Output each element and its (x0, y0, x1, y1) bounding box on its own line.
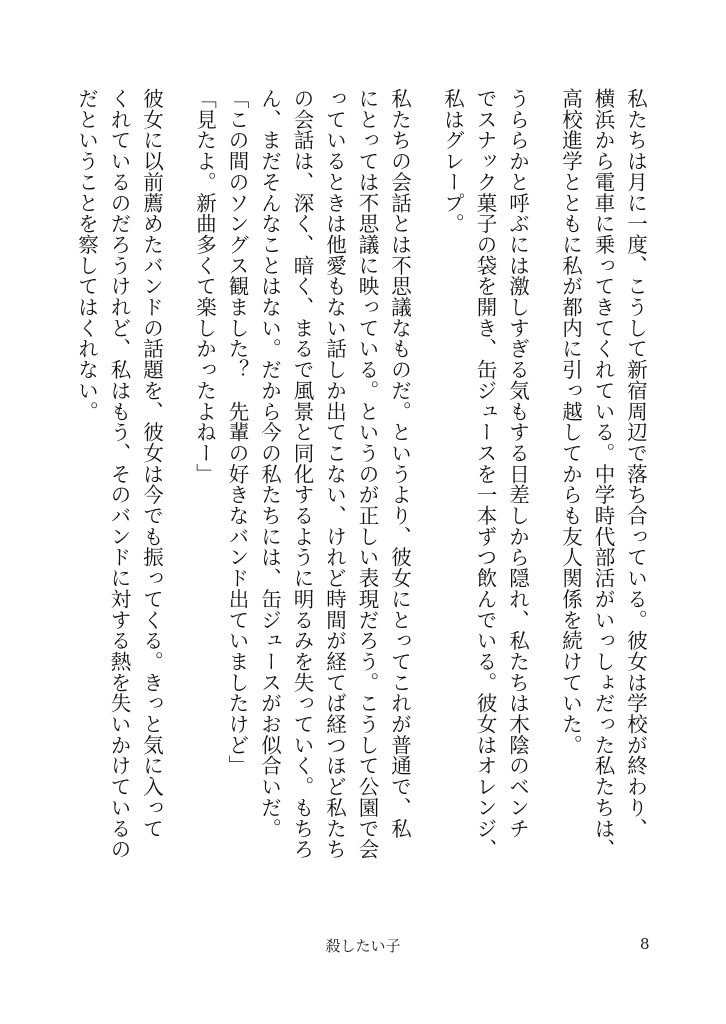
text-line: うららかと呼ぶには激しすぎる気もする日差しから隠れ、私たちは木陰のベンチ (505, 88, 530, 839)
text-line: の会話は、深く、暗く、まるで風景と同化するように明るみを失っていく。もちろ (290, 88, 314, 860)
text-line: だということを察してはくれない。 (74, 88, 99, 422)
text-line: 私たちの会話とは不思議なものだ。というより、彼女にとってこれが普通で、私 (387, 88, 412, 839)
text-line: 「見たよ。新曲多くて楽しかったよねー」 (192, 88, 217, 485)
running-title: 殺したい子 (325, 937, 401, 955)
text-line: 横浜から電車に乗ってきてくれている。中学時代部活がいっしょだった私たちは、 (591, 88, 615, 860)
text-line: でスナック菓子の袋を開き、缶ジュースを一本ずつ飲んでいる。彼女はオレンジ、 (473, 88, 497, 860)
text-line: っているときは他愛もない話しか出てこない、けれど時間が経てば経つほど私たち (322, 88, 347, 860)
text-line: くれているのだろうけれど、私はもう、そのバンドに対する熱を失いかけているの (107, 88, 131, 860)
text-line: 私たちは月に一度、こうして新宿周辺で落ち合っている。彼女は学校が終わり、 (623, 88, 648, 839)
page-number: 8 (640, 935, 650, 953)
text-line: にとっては不思議に映っている。というのが正しい表現だろう。こうして公園で会 (355, 88, 379, 860)
text-line: 彼女に以前薦めたバンドの話題を、彼女は今でも振ってくる。きっと気に入って (139, 88, 164, 839)
text-line: 私はグレープ。 (440, 88, 465, 234)
text-line: 高校進学とともに私が都内に引っ越してからも友人関係を続けていた。 (558, 88, 583, 756)
text-line: 「この間のソングス観ました？ 先輩の好きなバンド出ていましたけど」 (225, 88, 249, 777)
vertical-text-body (42, 88, 672, 928)
text-line: ん、まだそんなことはない。だから今の私たちには、缶ジュースがお似合いだ。 (257, 88, 282, 839)
